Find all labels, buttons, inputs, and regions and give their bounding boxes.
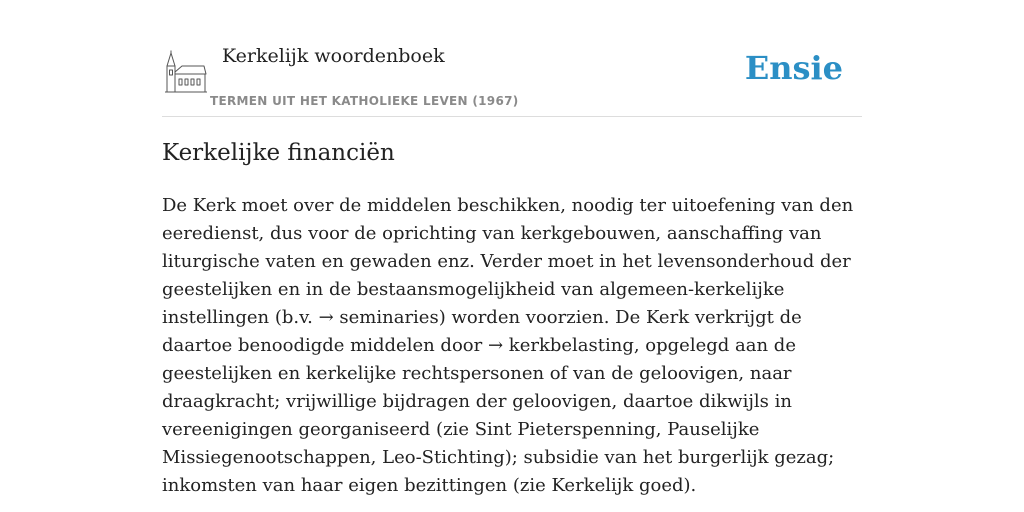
body-text: ) worden voorzien. De Kerk verkrijgt de daartoe benoodigde middelen door — [162, 307, 802, 356]
body-text: De Kerk moet over de middelen beschikken, noodig ter uitoefening van den eeredienst, dus voor de oprichting van kerkgebouwen, aanschaffing van liturgische vaten en gewaden enz. Verder moet in het levensonderhoud der geestelijken en in de bestaansmogelijkheid van algemeen-kerkelijke instellingen (b.v. — [162, 195, 854, 328]
entry-body — [162, 192, 867, 500]
church-icon[interactable] — [164, 50, 208, 94]
xref-label: kerkbelasting — [508, 335, 634, 356]
body-text: , opgelegd aan de geestelijken en kerkelijke rechtspersonen of van de geloovigen, naar draagkracht; vrijwillige bijdragen der geloovigen, daartoe dikwijls in vereenigingen georganiseerd (zie Sint Pieterspenning, Pauselijke Missiegenootschappen, Leo-Stichting); subsidie van het burgerlijk gezag; inkomsten van haar eigen bezittingen (zie Kerkelijk goed). — [162, 335, 835, 496]
xref-label: seminaries — [339, 307, 439, 328]
xref-kerkbelasting-link[interactable] — [488, 335, 634, 356]
arrow-right-icon: → — [318, 307, 334, 328]
xref-seminaries-link[interactable] — [319, 307, 439, 328]
entry-title: Kerkelijke financiën — [162, 140, 395, 166]
ensie-logo-link[interactable]: Ensie — [744, 49, 843, 87]
book-title[interactable]: Kerkelijk woordenboek — [222, 45, 445, 67]
book-header — [162, 40, 862, 117]
book-subtitle: TERMEN UIT HET KATHOLIEKE LEVEN (1967) — [210, 94, 519, 108]
arrow-right-icon: → — [487, 335, 504, 356]
